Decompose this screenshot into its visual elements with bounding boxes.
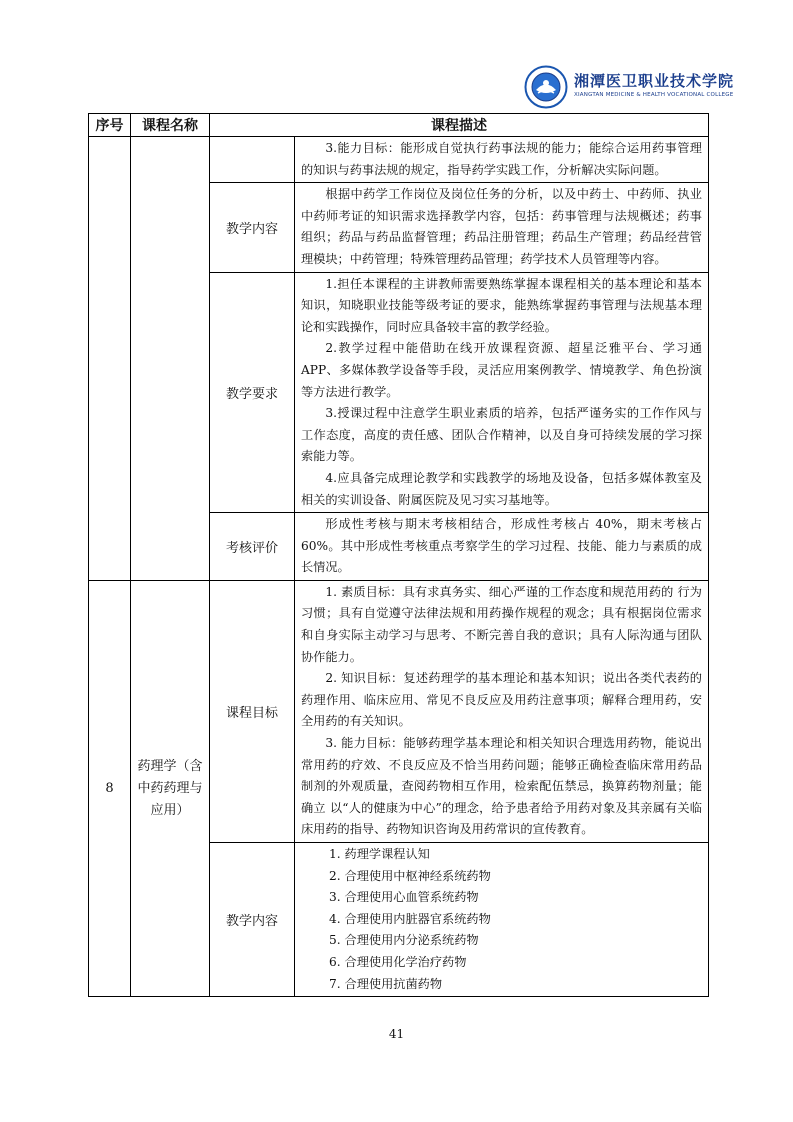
course8-goal-label: 课程目标 xyxy=(210,580,295,842)
college-name: 湘潭医卫职业技术学院 xyxy=(574,72,735,90)
prev-req-1: 1.担任本课程的主讲教师需要熟练掌握本课程相关的基本理论和基本知识，知晓职业技能等级考证的要求，能熟练掌握药事管理与法规基本理论和实践操作，同时应具备较丰富的教学经验。 xyxy=(301,276,702,334)
course8-name: 药理学（含中药药理与应用） xyxy=(131,580,210,996)
prev-req-3: 3.授课过程中注意学生职业素质的培养，包括严谨务实的工作作风与工作态度，高度的责任感、团队合作精神，以及自身可持续发展的学习探索能力等。 xyxy=(301,406,702,464)
header-course-desc: 课程描述 xyxy=(210,114,709,137)
list-item: 7. 合理使用抗菌药物 xyxy=(329,976,443,991)
prev-content-cell xyxy=(295,183,709,272)
college-logo xyxy=(522,64,735,110)
course8-content-label: 教学内容 xyxy=(210,843,295,997)
page-number: 41 xyxy=(388,1027,405,1041)
header-seq: 序号 xyxy=(89,114,131,137)
list-item: 2. 合理使用中枢神经系统药物 xyxy=(329,868,491,883)
prev-seq-cell xyxy=(89,137,131,581)
prev-goal-cell xyxy=(295,137,709,183)
list-item: 4. 合理使用内脏器官系统药物 xyxy=(329,911,491,926)
list-item: 3. 合理使用心血管系统药物 xyxy=(329,890,479,905)
header-course-name: 课程名称 xyxy=(131,114,210,137)
prev-eval-label: 考核评价 xyxy=(210,513,295,581)
prev-req-4: 4.应具备完成理论教学和实践教学的场地及设备，包括多媒体教室及相关的实训设备、附属医院及见习实习基地等。 xyxy=(301,470,702,507)
prev-req-cell xyxy=(295,272,709,513)
prev-eval-text: 形成性考核与期末考核相结合，形成性考核占 40%，期末考核占 60%。其中形成性考核重点考察学生的学习过程、技能、能力与素质的成长情况。 xyxy=(301,517,702,575)
list-item: 6. 合理使用化学治疗药物 xyxy=(329,954,467,969)
list-item: 1. 药理学课程认知 xyxy=(329,847,430,861)
college-seal-icon xyxy=(524,65,568,109)
course-table xyxy=(88,113,709,997)
college-name-en: XIANGTAN MEDICINE & HEALTH VOCATIONAL COLLEGE xyxy=(574,92,734,98)
prev-req-label: 教学要求 xyxy=(210,272,295,513)
prev-eval-cell xyxy=(295,513,709,581)
course8-goal-knowledge: 2. 知识目标：复述药理学的基本理论和基本知识；说出各类代表药的药理作用、临床应用、常见不良反应及用药注意事项；解释合理用药，安全用药的有关知识。 xyxy=(301,671,702,729)
table-row xyxy=(89,580,709,842)
prev-goal-ability: 3.能力目标：能形成自觉执行药事法规的能力；能综合运用药事管理的知识与药事法规的规定，指导药学实践工作，分析解决实际问题。 xyxy=(301,141,702,177)
course8-seq: 8 xyxy=(89,580,131,996)
prev-content-text: 根据中药学工作岗位及岗位任务的分析，以及中药士、中药师、执业中药师考证的知识需求选择教学内容，包括：药事管理与法规概述；药事组织；药品与药品监督管理；药品注册管理；药品生产管理；药品经营管理模块；中药管理；特殊管理药品管理；药学技术人员管理等内容。 xyxy=(301,187,702,266)
table-row xyxy=(89,137,709,183)
course8-content-cell xyxy=(295,843,709,997)
prev-req-2: 2.教学过程中能借助在线开放课程资源、超星泛雅平台、学习通 APP、多媒体教学设备等手段，灵活应用案例教学、情境教学、角色扮演等方法进行教学。 xyxy=(301,341,702,399)
course8-goal-cell xyxy=(295,580,709,842)
course8-goal-quality: 1. 素质目标：具有求真务实、细心严谨的工作态度和规范用药的 行为习惯；具有自觉遵守法律法规和用药操作规程的观念；具有根据岗位需求和自身实际主动学习与思考、不断完善自我的意识；具有人际沟通与团队协作能力。 xyxy=(301,584,702,664)
list-item: 5. 合理使用内分泌系统药物 xyxy=(329,933,479,948)
prev-content-label: 教学内容 xyxy=(210,183,295,272)
table-header-row xyxy=(89,114,709,137)
prev-name-cell xyxy=(131,137,210,581)
course8-goal-ability: 3. 能力目标：能够药理学基本理论和相关知识合理选用药物，能说出常用药的疗效、不良反应及不恰当用药问题；能够正确检查临床常用药品制剂的外观质量，查阅药物相互作用，检索配伍禁忌，换算药物剂量；能确立 以“人的健康为中心”的理念，给予患者给予用药对象及其亲属有关临床用药的指导、药物知识咨询及用药常识的宣传教育。 xyxy=(301,736,702,837)
prev-goal-label-cell xyxy=(210,137,295,183)
